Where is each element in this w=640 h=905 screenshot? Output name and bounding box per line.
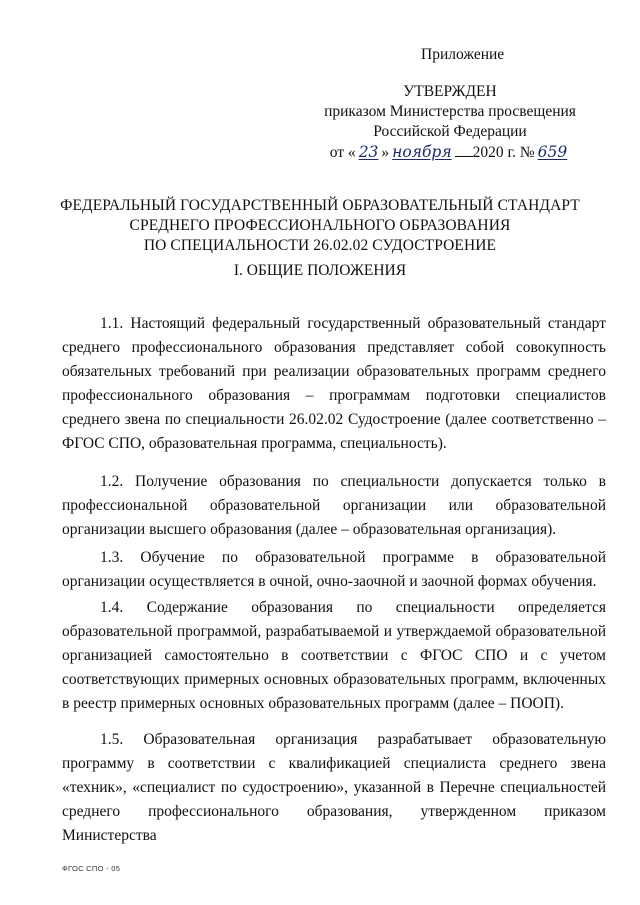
document-title [40, 196, 600, 256]
order-date-line [300, 142, 600, 163]
order-line-2: Российской Федерации [373, 123, 527, 140]
title-line-1: ФЕДЕРАЛЬНЫЙ ГОСУДАРСТВЕННЫЙ ОБРАЗОВАТЕЛЬНЫЙ СТАНДАРТ [60, 197, 580, 214]
approved-label: УТВЕРЖДЕН [403, 83, 497, 100]
date-mid: » [381, 144, 390, 161]
approval-block [300, 82, 600, 163]
order-line-1: приказом Министерства просвещения [324, 103, 576, 120]
date-year: 2020 г. № [472, 144, 535, 161]
title-line-2: СРЕДНЕГО ПРОФЕССИОНАЛЬНОГО ОБРАЗОВАНИЯ [129, 217, 511, 234]
footer-code: ФГОС СПО - 05 [62, 864, 121, 873]
paragraph-1-4: 1.4. Содержание образования по специальности определяется образовательной программой, разрабатываемой и утверждаемой образовательной организацией самостоятельно в соответствии с ФГОС СПО и с учетом соответствующих примерных основных образовательных программ, включенных в реестр примерных основных образовательных программ (далее – ПООП). [62, 599, 606, 712]
handwritten-day: 23 [358, 143, 379, 161]
date-blank [455, 142, 473, 157]
paragraph-1-1: 1.1. Настоящий федеральный государственный образовательный стандарт среднего профессионального образования представляет собой совокупность обязательных требований при реализации образовательных программ среднего профессионального образования – программам подготовки специалистов среднего звена по специальности 26.02.02 Судостроение (далее соответственно – ФГОС СПО, образовательная программа, специальность). [62, 315, 606, 452]
handwritten-order-number: 659 [537, 143, 568, 161]
paragraph-1-5: 1.5. Образовательная организация разрабатывает образовательную программу в соответствии с квалификацией специалиста среднего звена «техник», «специалист по судостроению», указанной в Перечне специальностей среднего профессионального образования, утвержденном приказом Министерства [62, 731, 606, 844]
paragraph-1-2: 1.2. Получение образования по специальности допускается только в профессиональной образовательной организации или образовательной организации высшего образования (далее – образовательная организация). [62, 473, 606, 538]
handwritten-month: ноября [392, 143, 452, 161]
date-prefix: от « [329, 144, 356, 161]
section-title: I. ОБЩИЕ ПОЛОЖЕНИЯ [233, 262, 407, 279]
title-line-3: ПО СПЕЦИАЛЬНОСТИ 26.02.02 СУДОСТРОЕНИЕ [143, 237, 497, 254]
appendix-label: Приложение [421, 46, 505, 63]
paragraph-1-3: 1.3. Обучение по образовательной программе в образовательной организации осуществляется в очной, очно-заочной и заочной формах обучения. [62, 549, 606, 590]
